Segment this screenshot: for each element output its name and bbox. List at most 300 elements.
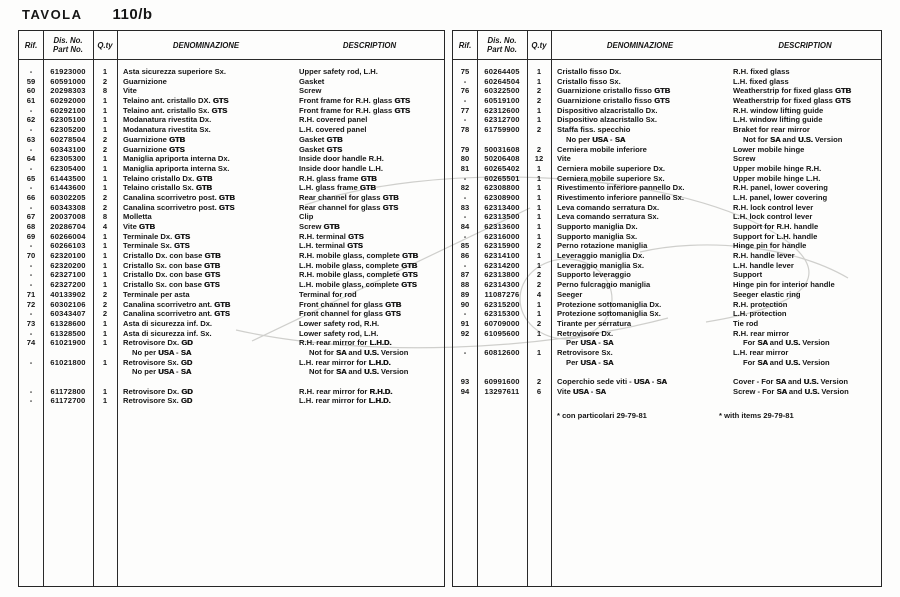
denominazione-cell: Leva comando serratura Sx. bbox=[557, 212, 659, 222]
denominazione-cell: Leveraggio maniglia Sx. bbox=[557, 260, 644, 270]
description-cell: Not for SA and U.S. Version bbox=[309, 347, 409, 357]
part-number-cell: 62305400 bbox=[50, 163, 86, 173]
rif-cell: 84 bbox=[460, 222, 470, 231]
rif-cell: 82 bbox=[460, 183, 470, 193]
qty-cell: 2 bbox=[536, 241, 542, 251]
description-cell: Upper mobile hinge R.H. bbox=[733, 163, 822, 173]
denominazione-cell: Cristallo Dx. con base GTB bbox=[123, 251, 221, 261]
table-row bbox=[19, 261, 444, 271]
part-number-cell: 62320200 bbox=[50, 260, 86, 270]
part-number-cell: 61021900 bbox=[50, 338, 86, 348]
qty-cell: 1 bbox=[536, 163, 542, 173]
rif-cell: - bbox=[29, 280, 33, 290]
denominazione-cell: Dispositivo alzacristallo Dx. bbox=[557, 105, 658, 115]
denominazione-cell: Vite USA - SA bbox=[557, 386, 606, 396]
denominazione-cell: Supporto maniglia Dx. bbox=[557, 222, 638, 231]
header-qty: Q.ty bbox=[97, 40, 113, 50]
qty-cell: 1 bbox=[102, 173, 108, 183]
qty-cell: 1 bbox=[102, 338, 108, 348]
part-number-cell bbox=[43, 367, 93, 377]
rif-cell: 89 bbox=[460, 289, 470, 299]
rif-cell: - bbox=[29, 386, 33, 396]
rif-cell: 79 bbox=[460, 144, 470, 154]
part-number-cell: 62308800 bbox=[484, 183, 520, 193]
header-denominazione: DENOMINAZIONE bbox=[172, 40, 240, 50]
part-number-cell: 61021800 bbox=[50, 357, 86, 367]
part-number-cell: 60264504 bbox=[484, 76, 520, 86]
denominazione-cell: Canalina scorrivetro ant. GTS bbox=[123, 309, 230, 319]
rif-cell: - bbox=[463, 212, 467, 222]
rif-cell: 81 bbox=[460, 163, 470, 173]
part-number-cell: 60266004 bbox=[50, 231, 86, 241]
qty-cell: 2 bbox=[102, 144, 108, 154]
qty-cell: 2 bbox=[102, 134, 108, 144]
part-number-cell bbox=[477, 358, 527, 368]
part-number-cell: 60264405 bbox=[484, 67, 520, 76]
denominazione-cell: Cerniera mobile superiore Dx. bbox=[557, 163, 666, 173]
plate-number: 110/b bbox=[112, 6, 153, 23]
part-number-cell: 61172700 bbox=[50, 396, 86, 406]
qty-cell: 1 bbox=[536, 309, 542, 319]
table-row bbox=[453, 358, 881, 368]
rif-cell: 64 bbox=[26, 154, 36, 164]
description-cell: L.H. mobile glass, complete GTB bbox=[299, 260, 418, 270]
denominazione-cell: Canalina scorrivetro post. GTB bbox=[123, 192, 235, 202]
description-cell: L.H. covered panel bbox=[299, 125, 367, 135]
denominazione-cell: Per USA - SA bbox=[566, 338, 614, 348]
rif-cell: 59 bbox=[26, 76, 36, 86]
table-row bbox=[19, 154, 444, 164]
description-cell: Front channel for glass GTS bbox=[299, 309, 401, 319]
rif-cell: 71 bbox=[26, 289, 36, 299]
qty-cell: 1 bbox=[536, 260, 542, 270]
denominazione-cell: Terminale per asta bbox=[123, 289, 190, 299]
qty-cell: 8 bbox=[102, 86, 108, 96]
part-number-cell: 60278504 bbox=[50, 134, 86, 144]
denominazione-cell: Guarnizione GTB bbox=[123, 134, 186, 144]
rif-cell: - bbox=[29, 163, 33, 173]
denominazione-cell: Cerniera mobile superiore Sx. bbox=[557, 173, 665, 183]
description-cell: R.H. terminal GTS bbox=[299, 231, 364, 241]
qty-cell: 1 bbox=[536, 347, 542, 357]
table-row bbox=[19, 193, 444, 203]
rif-cell bbox=[19, 367, 43, 377]
part-number-cell: 61095600 bbox=[484, 328, 520, 338]
denominazione-cell: Supporto leveraggio bbox=[557, 270, 631, 280]
qty-cell bbox=[527, 135, 551, 145]
denominazione-cell: Modanatura rivestita Sx. bbox=[123, 125, 211, 135]
part-number-cell: 61443600 bbox=[50, 183, 86, 193]
qty-cell: 1 bbox=[102, 231, 108, 241]
qty-cell: 2 bbox=[102, 202, 108, 212]
denominazione-cell: Cristallo fisso Dx. bbox=[557, 67, 622, 76]
denominazione-cell: Asta di sicurezza inf. Sx. bbox=[123, 328, 212, 338]
table-row bbox=[19, 329, 444, 339]
qty-cell: 1 bbox=[536, 105, 542, 115]
qty-cell: 1 bbox=[536, 222, 542, 231]
description-cell: L.H. window lifting guide bbox=[733, 115, 823, 125]
table-row bbox=[453, 329, 881, 339]
qty-cell: 2 bbox=[536, 270, 542, 280]
table-row bbox=[453, 232, 881, 242]
qty-cell: 1 bbox=[102, 280, 108, 290]
description-cell: R.H. handle lever bbox=[733, 251, 795, 261]
part-number-cell: 62314100 bbox=[484, 251, 520, 261]
part-number-cell: 61759900 bbox=[484, 125, 520, 135]
description-cell: R.H. protection bbox=[733, 299, 788, 309]
denominazione-cell: Maniglia apriporta interna Sx. bbox=[123, 163, 230, 173]
qty-cell: 1 bbox=[102, 67, 108, 76]
table-row bbox=[19, 145, 444, 155]
table-row bbox=[19, 241, 444, 251]
part-number-cell: 62312700 bbox=[484, 115, 520, 125]
rif-cell: 75 bbox=[460, 67, 470, 76]
description-cell: L.H. fixed glass bbox=[733, 76, 789, 86]
header-description: DESCRIPTION bbox=[778, 40, 832, 50]
rif-cell bbox=[453, 135, 477, 145]
rif-cell: 69 bbox=[26, 231, 36, 241]
table-row bbox=[19, 212, 444, 222]
rif-cell: 86 bbox=[460, 251, 470, 261]
denominazione-cell: Retrovisore Dx. GD bbox=[123, 338, 193, 348]
denominazione-cell: Vite bbox=[557, 154, 571, 164]
table-row bbox=[453, 377, 881, 387]
table-rows-left bbox=[19, 67, 444, 406]
rif-cell: 80 bbox=[460, 154, 470, 164]
denominazione-cell: Rivestimento inferiore pannello Dx. bbox=[557, 183, 685, 193]
rif-cell: - bbox=[463, 115, 467, 125]
denominazione-cell: Protezione sottomaniglia Sx. bbox=[557, 309, 661, 319]
rif-cell: - bbox=[463, 347, 467, 357]
denominazione-cell: Retrovisore Sx. bbox=[557, 347, 613, 357]
description-cell: Not for SA and U.S. Version bbox=[743, 134, 843, 144]
table-row bbox=[453, 222, 881, 232]
table-row bbox=[19, 86, 444, 96]
description-cell: Rear channel for glass GTB bbox=[299, 192, 399, 202]
rif-cell: - bbox=[29, 67, 33, 76]
description-cell: R.H. panel, lower covering bbox=[733, 183, 828, 193]
denominazione-cell: Guarnizione GTS bbox=[123, 144, 185, 154]
part-number-cell: 13297611 bbox=[484, 386, 520, 396]
table-row bbox=[19, 280, 444, 290]
table-row bbox=[453, 145, 881, 155]
denominazione-cell: Tirante per serratura bbox=[557, 318, 632, 328]
table-rows-right bbox=[453, 67, 881, 396]
table-row bbox=[453, 387, 881, 397]
part-number-cell: 62315900 bbox=[484, 241, 520, 251]
rif-cell: 74 bbox=[26, 338, 36, 348]
denominazione-cell: Molletta bbox=[123, 212, 152, 222]
rif-cell: 87 bbox=[460, 270, 470, 280]
part-number-cell: 20298303 bbox=[50, 86, 86, 96]
rif-cell bbox=[453, 358, 477, 368]
description-cell: Braket for rear mirror bbox=[733, 125, 810, 135]
qty-cell bbox=[527, 338, 551, 348]
denominazione-cell: Modanatura rivestita Dx. bbox=[123, 115, 212, 125]
table-row bbox=[19, 115, 444, 125]
title-word: TAVOLA bbox=[22, 7, 83, 22]
qty-cell: 2 bbox=[102, 309, 108, 319]
part-number-cell: 60265501 bbox=[484, 173, 520, 183]
denominazione-cell: Cristallo fisso Sx. bbox=[557, 76, 621, 86]
part-number-cell: 62313500 bbox=[484, 212, 520, 222]
rif-cell: - bbox=[29, 105, 33, 115]
table-row bbox=[453, 115, 881, 125]
header-part-number: Dis. No. Part No. bbox=[53, 36, 83, 54]
part-number-cell: 60343100 bbox=[50, 144, 86, 154]
description-cell: Cover - For SA and U.S. Version bbox=[733, 377, 848, 386]
table-row bbox=[19, 125, 444, 135]
rif-cell: 92 bbox=[460, 328, 470, 338]
qty-cell: 1 bbox=[536, 173, 542, 183]
part-number-cell: 60591000 bbox=[50, 76, 86, 86]
qty-cell: 1 bbox=[102, 357, 108, 367]
part-number-cell: 62316000 bbox=[484, 231, 520, 241]
table-row bbox=[453, 67, 881, 77]
denominazione-cell: Leveraggio maniglia Dx. bbox=[557, 251, 645, 261]
header-rif: Rif. bbox=[24, 40, 38, 50]
rif-cell: 72 bbox=[26, 299, 36, 309]
description-cell: Weatherstrip for fixed glass GTS bbox=[733, 96, 851, 106]
description-cell: L.H. lock control lever bbox=[733, 212, 813, 222]
part-number-cell bbox=[477, 338, 527, 348]
part-number-cell: 62327100 bbox=[50, 270, 86, 280]
table-row bbox=[19, 338, 444, 348]
qty-cell: 4 bbox=[102, 222, 108, 231]
rif-cell: 66 bbox=[26, 192, 36, 202]
qty-cell: 2 bbox=[536, 318, 542, 328]
description-cell: Screw GTB bbox=[299, 222, 340, 231]
description-cell: Lower safety rod, R.H. bbox=[299, 318, 380, 328]
rif-cell: 76 bbox=[460, 86, 470, 96]
denominazione-cell: No per USA - SA bbox=[132, 367, 192, 377]
part-number-cell: 20286704 bbox=[50, 222, 86, 231]
denominazione-cell: Telaino ant. cristallo Sx. GTS bbox=[123, 105, 228, 115]
part-number-cell: 60709000 bbox=[484, 318, 520, 328]
table-row bbox=[19, 164, 444, 174]
denominazione-cell: Perno rotazione maniglia bbox=[557, 241, 648, 251]
qty-cell: 1 bbox=[102, 115, 108, 125]
qty-cell: 2 bbox=[536, 125, 542, 135]
description-cell: Screw - For SA and U.S. Version bbox=[733, 386, 849, 396]
qty-cell: 1 bbox=[536, 183, 542, 193]
part-number-cell: 50206408 bbox=[484, 154, 520, 164]
table-row bbox=[19, 270, 444, 280]
part-number-cell: 11087276 bbox=[484, 289, 520, 299]
qty-cell: 1 bbox=[102, 386, 108, 396]
qty-cell: 1 bbox=[102, 270, 108, 280]
table-row bbox=[453, 77, 881, 87]
denominazione-cell: Cristallo Dx. con base GTS bbox=[123, 270, 221, 280]
description-cell: R.H. glass frame GTB bbox=[299, 173, 377, 183]
denominazione-cell: Terminale Sx. GTS bbox=[123, 241, 190, 251]
header-description: DESCRIPTION bbox=[342, 40, 397, 50]
denominazione-cell: Protezione sottomaniglia Dx. bbox=[557, 299, 662, 309]
qty-cell: 1 bbox=[102, 328, 108, 338]
denominazione-cell: No per USA - SA bbox=[566, 134, 626, 144]
table-row bbox=[19, 222, 444, 232]
description-cell: Gasket bbox=[299, 76, 325, 86]
qty-cell: 1 bbox=[536, 76, 542, 86]
description-cell: Hinge pin for interior handle bbox=[733, 280, 835, 290]
part-number-cell bbox=[477, 135, 527, 145]
denominazione-cell: No per USA - SA bbox=[132, 347, 192, 357]
table-row bbox=[453, 164, 881, 174]
table-row bbox=[19, 309, 444, 319]
denominazione-cell: Retrovisore Sx. GD bbox=[123, 357, 193, 367]
denominazione-cell: Cristallo Sx. con base GTB bbox=[123, 260, 221, 270]
part-number-cell: 62308900 bbox=[484, 192, 520, 202]
description-cell: R.H. rear mirror for R.H.D. bbox=[299, 386, 393, 396]
description-cell: Tie rod bbox=[733, 318, 759, 328]
description-cell: L.H. rear mirror bbox=[733, 347, 789, 357]
denominazione-cell: Telaino cristallo Sx. GTB bbox=[123, 183, 212, 193]
footnote-english: * with items 29-79-81 bbox=[719, 411, 794, 420]
rif-cell: 91 bbox=[460, 318, 470, 328]
rif-cell: - bbox=[29, 328, 33, 338]
qty-cell bbox=[527, 358, 551, 368]
rif-cell: - bbox=[463, 96, 467, 106]
description-cell: Support for R.H. handle bbox=[733, 222, 819, 231]
qty-cell: 1 bbox=[102, 96, 108, 106]
description-cell: R.H. lock control lever bbox=[733, 202, 814, 212]
description-cell: Clip bbox=[299, 212, 314, 222]
description-cell: Rear channel for glass GTS bbox=[299, 202, 399, 212]
table-row bbox=[453, 174, 881, 184]
qty-cell: 2 bbox=[536, 96, 542, 106]
rif-cell: - bbox=[29, 144, 33, 154]
table-row bbox=[19, 96, 444, 106]
part-number-cell: 62313400 bbox=[484, 202, 520, 212]
description-cell: Not for SA and U.S. Version bbox=[309, 367, 409, 377]
table-row bbox=[453, 300, 881, 310]
denominazione-cell: Coperchio sede viti - USA - SA bbox=[557, 377, 667, 386]
denominazione-cell: Seeger bbox=[557, 289, 583, 299]
qty-cell: 4 bbox=[536, 289, 542, 299]
rif-cell: 65 bbox=[26, 173, 36, 183]
rif-cell: 67 bbox=[26, 212, 36, 222]
table-row bbox=[453, 106, 881, 116]
qty-cell: 8 bbox=[102, 212, 108, 222]
header-qty: Q.ty bbox=[531, 40, 547, 50]
part-number-cell: 60302106 bbox=[50, 299, 86, 309]
part-number-cell: 60343407 bbox=[50, 309, 86, 319]
description-cell: R.H. window lifting guide bbox=[733, 105, 824, 115]
rif-cell: - bbox=[463, 173, 467, 183]
description-cell: Lower mobile hinge bbox=[733, 144, 805, 154]
parts-table-right bbox=[452, 30, 882, 587]
description-cell: Upper mobile hinge L.H. bbox=[733, 173, 821, 183]
part-number-cell bbox=[43, 348, 93, 358]
description-cell: L.H. panel, lower covering bbox=[733, 192, 828, 202]
description-cell: R.H. mobile glass, complete GTS bbox=[299, 270, 418, 280]
part-number-cell: 60322500 bbox=[484, 86, 520, 96]
denominazione-cell: Staffa fiss. specchio bbox=[557, 125, 631, 135]
rif-cell: - bbox=[463, 309, 467, 319]
rif-cell: - bbox=[29, 183, 33, 193]
qty-cell: 1 bbox=[536, 328, 542, 338]
part-number-cell: 62312600 bbox=[484, 105, 520, 115]
table-row bbox=[19, 387, 444, 397]
denominazione-cell: Retrovisore Dx. GD bbox=[123, 386, 193, 396]
header-part-number: Dis. No. Part No. bbox=[487, 36, 517, 54]
table-row bbox=[453, 212, 881, 222]
denominazione-cell: Retrovisore Sx. GD bbox=[123, 396, 193, 406]
table-row bbox=[19, 348, 444, 358]
table-row bbox=[453, 193, 881, 203]
part-number-cell: 62315200 bbox=[484, 299, 520, 309]
denominazione-cell: Cerniera mobile inferiore bbox=[557, 144, 647, 154]
description-cell: R.H. covered panel bbox=[299, 115, 368, 125]
part-number-cell: 61443500 bbox=[50, 173, 86, 183]
qty-cell: 2 bbox=[536, 377, 542, 386]
rif-cell: - bbox=[29, 241, 33, 251]
qty-cell: 1 bbox=[102, 318, 108, 328]
part-number-cell: 62320100 bbox=[50, 251, 86, 261]
description-cell: Front frame for R.H. glass GTS bbox=[299, 105, 410, 115]
qty-cell: 1 bbox=[536, 212, 542, 222]
part-number-cell: 62314300 bbox=[484, 280, 520, 290]
qty-cell bbox=[93, 348, 117, 358]
part-number-cell: 60519100 bbox=[484, 96, 520, 106]
description-cell: Support bbox=[733, 270, 763, 280]
part-number-cell: 60265402 bbox=[484, 163, 520, 173]
rif-cell: - bbox=[29, 202, 33, 212]
description-cell: R.H. fixed glass bbox=[733, 67, 790, 76]
denominazione-cell: Telaino ant. cristallo DX. GTS bbox=[123, 96, 229, 106]
rif-cell: 85 bbox=[460, 241, 470, 251]
description-cell: L.H. terminal GTS bbox=[299, 241, 363, 251]
rif-cell: 73 bbox=[26, 318, 36, 328]
rif-cell: - bbox=[29, 260, 33, 270]
rif-cell: 78 bbox=[460, 125, 470, 135]
description-cell: L.H. mobile glass, complete GTS bbox=[299, 280, 417, 290]
description-cell: Support for L.H. handle bbox=[733, 231, 818, 241]
description-cell: Gasket GTB bbox=[299, 134, 343, 144]
rif-cell: - bbox=[463, 231, 467, 241]
table-row bbox=[453, 183, 881, 193]
part-number-cell: 61172800 bbox=[50, 386, 86, 396]
denominazione-cell: Supporto maniglia Sx. bbox=[557, 231, 638, 241]
qty-cell bbox=[93, 367, 117, 377]
part-number-cell: 60302205 bbox=[50, 192, 86, 202]
parts-table-left bbox=[18, 30, 445, 587]
qty-cell: 1 bbox=[102, 154, 108, 164]
part-number-cell: 62305300 bbox=[50, 154, 86, 164]
part-number-cell: 60812600 bbox=[484, 347, 520, 357]
qty-cell: 1 bbox=[102, 125, 108, 135]
table-row bbox=[19, 367, 444, 377]
part-number-cell: 60343308 bbox=[50, 202, 86, 212]
qty-cell: 1 bbox=[536, 192, 542, 202]
denominazione-cell: Maniglia apriporta interna Dx. bbox=[123, 154, 230, 164]
table-row bbox=[453, 251, 881, 261]
qty-cell: 2 bbox=[102, 76, 108, 86]
table-row bbox=[453, 241, 881, 251]
denominazione-cell: Asta di sicurezza inf. Dx. bbox=[123, 318, 213, 328]
rif-cell: - bbox=[29, 357, 33, 367]
part-number-cell: 62305200 bbox=[50, 125, 86, 135]
part-number-cell: 60266103 bbox=[50, 241, 86, 251]
page-title bbox=[22, 6, 153, 23]
denominazione-cell: Dispositivo alzacristallo Sx. bbox=[557, 115, 658, 125]
qty-cell: 12 bbox=[534, 154, 544, 164]
part-number-cell: 20037008 bbox=[50, 212, 86, 222]
part-number-cell: 62305100 bbox=[50, 115, 86, 125]
qty-cell: 1 bbox=[102, 183, 108, 193]
part-number-cell: 61328500 bbox=[50, 328, 86, 338]
table-row bbox=[19, 135, 444, 145]
